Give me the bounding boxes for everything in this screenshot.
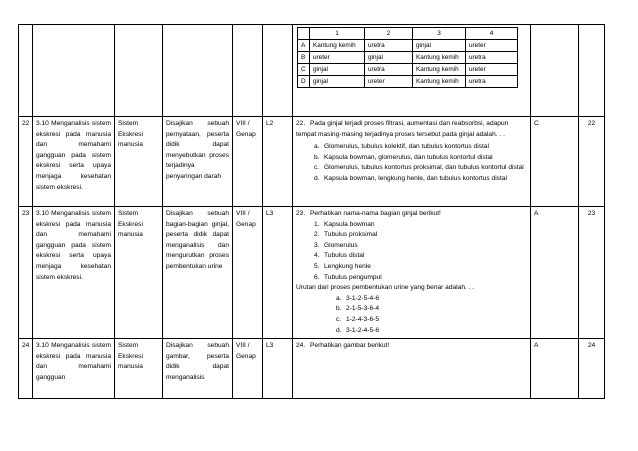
list-item: 6. Tubulus pengumpul xyxy=(314,273,382,281)
level: L2 xyxy=(263,117,293,207)
option-a: a. 3-1-2-5-4-6 xyxy=(336,294,379,302)
answer-key: A xyxy=(531,339,579,399)
question-number-right: 24 xyxy=(579,339,605,399)
question-number-right: 23 xyxy=(579,207,605,339)
list-item: 1. Kapsula bowman xyxy=(314,220,375,228)
option-d: d. 3-1-2-4-5-6 xyxy=(336,326,379,334)
row-number: 24 xyxy=(19,339,33,399)
answer-options xyxy=(314,142,527,184)
row-number: 22 xyxy=(19,117,33,207)
options-table-cell xyxy=(293,25,531,117)
question-number: 23. xyxy=(296,210,306,217)
indikator: Disajikan sebuah bagian-bagian ginjal, peserta didik dapat menganalisis dan mengurutkan proses pembentukan urine xyxy=(163,207,233,339)
kelas-semester: VIII / Genap xyxy=(233,117,263,207)
options-table-row: B ureter ginjal Kantung kemih uretra xyxy=(298,52,518,64)
list-item: 4. Tubulus distal xyxy=(314,252,365,260)
table-row-top xyxy=(19,25,605,117)
table-row-24 xyxy=(19,339,605,399)
question-number-right: 22 xyxy=(579,117,605,207)
question-number: 22. xyxy=(296,120,306,127)
question-cell xyxy=(293,117,531,207)
kompetensi-dasar: 3.10 Menganalisis sistem ekskresi pada manusia dan memahami gangguan pada sistem ekskresi serta upaya menjaga kesehatan sistem ekskresi. xyxy=(33,117,115,207)
list-item: 2. Tubulus proksimal xyxy=(314,231,378,239)
document-page xyxy=(18,24,604,451)
question-cell xyxy=(293,207,531,339)
indikator: Disajikan sebuah pernyataan, peserta didik dapat menyebutkan proses terjadinya penyaringan darah xyxy=(163,117,233,207)
indikator: Disajikan sebuah gambar, peserta didik dapat menganalisis xyxy=(163,339,233,399)
options-table-row: A Kantung kemih uretra ginjal ureter xyxy=(298,40,518,52)
kelas-semester: VIII / Genap xyxy=(233,207,263,339)
materi: Sistem Ekskresi manusia xyxy=(115,339,163,399)
answer-options xyxy=(336,294,527,336)
kompetensi-dasar: 3.10 Menganalisis sistem ekskresi pada manusia dan memahami gangguan pada sistem ekskresi serta upaya menjaga kesehatan sistem ekskresi. xyxy=(33,207,115,339)
option-c: c. Glomerulus, tubulus kontortus proksimal, dan tubulus kontortul distal xyxy=(314,164,524,172)
answer-key: C xyxy=(531,117,579,207)
options-table-header: 1 2 3 4 xyxy=(298,28,518,40)
level: L3 xyxy=(263,339,293,399)
list-item: 5. Lengkung henle xyxy=(314,262,371,270)
option-b: b. Kapsula bowman, glomerulus, dan tubulus kontortul distal xyxy=(314,153,493,161)
options-table xyxy=(297,27,518,88)
question-text: Pada ginjal terjadi proses filtrasi, aumentasi dan reabsorbsi, adapun tempat masing-masing terjadinya proses tersebut pada ginjal adalah. . . xyxy=(296,120,509,138)
option-d: d. Kapsula bowman, lengkung henle, dan tubulus kontortus distal xyxy=(314,174,507,182)
answer-key: A xyxy=(531,207,579,339)
row-number: 23 xyxy=(19,207,33,339)
order-prompt: Urutan dari proses pembentukan urine yang benar adalah. . . xyxy=(296,284,475,292)
materi: Sistem Ekskresi manusia xyxy=(115,117,163,207)
option-a: a. Glomerulus, tubulus kolektif, dan tubulus kontortus distal xyxy=(314,143,489,151)
kelas-semester: VIII / Genap xyxy=(233,339,263,399)
list-item: 3. Glomerulus xyxy=(314,241,358,249)
kidney-parts-list xyxy=(314,220,527,284)
table-row-23 xyxy=(19,207,605,339)
option-b: b. 2-1-5-3-6-4 xyxy=(336,305,379,313)
table-row-22 xyxy=(19,117,605,207)
kisi-kisi-table xyxy=(18,24,605,399)
question-cell xyxy=(293,339,531,399)
question-number: 24. xyxy=(296,342,306,350)
options-table-row: C ginjal uretra Kantung kemih ureter xyxy=(298,64,518,76)
options-table-row: D ginjal ureter Kantung kemih uretra xyxy=(298,76,518,88)
question-text: Perhatikan nama-nama bagian ginjal berikut! xyxy=(310,210,441,217)
level: L3 xyxy=(263,207,293,339)
option-c: c. 1-2-4-3-6-5 xyxy=(336,315,379,323)
materi: Sistem Ekskresi manusia xyxy=(115,207,163,339)
question-text: Perhatikan gambar berikut! xyxy=(310,342,390,350)
kompetensi-dasar: 3.10 Menganalisis sistem ekskresi pada manusia dan memahami gangguan xyxy=(33,339,115,399)
